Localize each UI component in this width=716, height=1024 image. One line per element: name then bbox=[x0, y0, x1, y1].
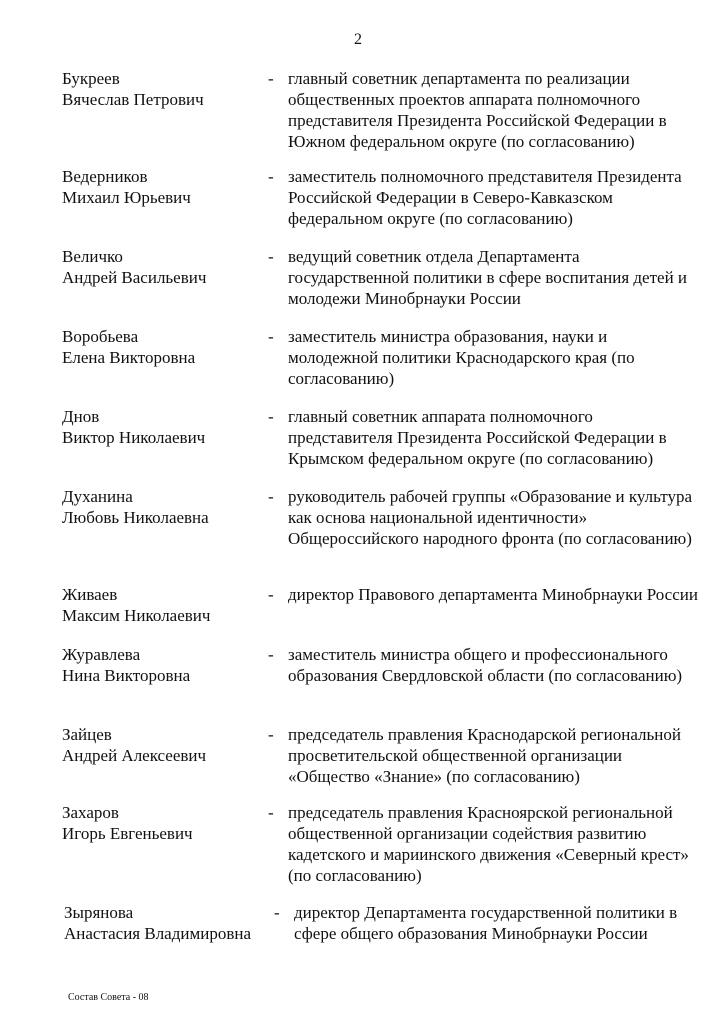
member-name bbox=[64, 902, 264, 944]
member-name bbox=[62, 166, 262, 208]
member-given-names: Максим Николаевич bbox=[62, 606, 211, 625]
dash-separator: - bbox=[268, 69, 274, 88]
dash-separator: - bbox=[268, 725, 274, 744]
member-name bbox=[62, 68, 262, 110]
member-surname: Ведерников bbox=[62, 167, 148, 186]
member-surname: Духанина bbox=[62, 487, 133, 506]
member-given-names: Любовь Николаевна bbox=[62, 508, 209, 527]
member-surname: Величко bbox=[62, 247, 123, 266]
member-surname: Зырянова bbox=[64, 903, 134, 922]
dash-separator: - bbox=[268, 407, 274, 426]
member-given-names: Елена Викторовна bbox=[62, 348, 196, 367]
dash-separator: - bbox=[268, 327, 274, 346]
dash-separator: - bbox=[268, 585, 274, 604]
member-role: заместитель министра образования, науки и молодежной политики Краснодарского края (по согласованию) bbox=[288, 327, 635, 388]
dash-separator: - bbox=[268, 487, 274, 506]
dash-separator: - bbox=[268, 803, 274, 822]
member-name bbox=[62, 802, 262, 844]
member-name bbox=[62, 406, 262, 448]
member-given-names: Анастасия Владимировна bbox=[64, 924, 251, 943]
dash-separator: - bbox=[268, 247, 274, 266]
member-role: председатель правления Красноярской региональной общественной организации содействия развитию кадетского и мариинского движения «Северный крест» (по согласованию) bbox=[288, 803, 689, 885]
member-given-names: Игорь Евгеньевич bbox=[62, 824, 193, 843]
member-name bbox=[62, 486, 262, 528]
member-given-names: Андрей Васильевич bbox=[62, 268, 207, 287]
member-surname: Зайцев bbox=[62, 725, 112, 744]
footer-note: Состав Совета - 08 bbox=[68, 992, 149, 1003]
member-role: председатель правления Краснодарской региональной просветительской общественной организации «Общество «Знание» (по согласованию) bbox=[288, 725, 681, 786]
page-number: 2 bbox=[354, 31, 362, 48]
member-given-names: Нина Викторовна bbox=[62, 666, 191, 685]
member-given-names: Вячеслав Петрович bbox=[62, 90, 204, 109]
member-role: руководитель рабочей группы «Образование и культура как основа национальной идентичности» Общероссийского народного фронта (по согласованию) bbox=[288, 487, 692, 548]
member-surname: Днов bbox=[62, 407, 100, 426]
member-name bbox=[62, 724, 262, 766]
member-surname: Захаров bbox=[62, 803, 119, 822]
member-given-names: Виктор Николаевич bbox=[62, 428, 206, 447]
member-role: ведущий советник отдела Департамента государственной политики в сфере воспитания детей и молодежи Минобрнауки России bbox=[288, 247, 688, 308]
member-name bbox=[62, 584, 262, 626]
member-name bbox=[62, 644, 262, 686]
member-role: заместитель министра общего и профессионального образования Свердловской области (по согласованию) bbox=[288, 645, 683, 685]
member-role: главный советник аппарата полномочного представителя Президента Российской Федерации в Крымском федеральном округе (по согласованию) bbox=[288, 407, 667, 468]
dash-separator: - bbox=[268, 167, 274, 186]
member-surname: Журавлева bbox=[62, 645, 141, 664]
member-given-names: Андрей Алексеевич bbox=[62, 746, 207, 765]
member-name bbox=[62, 326, 262, 368]
member-name bbox=[62, 246, 262, 288]
dash-separator: - bbox=[268, 645, 274, 664]
dash-separator: - bbox=[274, 903, 280, 922]
member-surname: Букреев bbox=[62, 69, 120, 88]
member-role: заместитель полномочного представителя Президента Российской Федерации в Северо-Кавказском федеральном округе (по согласованию) bbox=[288, 167, 682, 228]
member-role: главный советник департамента по реализации общественных проектов аппарата полномочного представителя Президента Российской Федерации в Южном федеральном округе (по согласованию) bbox=[288, 69, 667, 151]
member-role: директор Правового департамента Минобрнауки России bbox=[288, 585, 698, 604]
member-surname: Воробьева bbox=[62, 327, 139, 346]
member-surname: Живаев bbox=[62, 585, 118, 604]
member-given-names: Михаил Юрьевич bbox=[62, 188, 191, 207]
member-role: директор Департамента государственной политики в сфере общего образования Минобрнауки России bbox=[294, 903, 678, 943]
